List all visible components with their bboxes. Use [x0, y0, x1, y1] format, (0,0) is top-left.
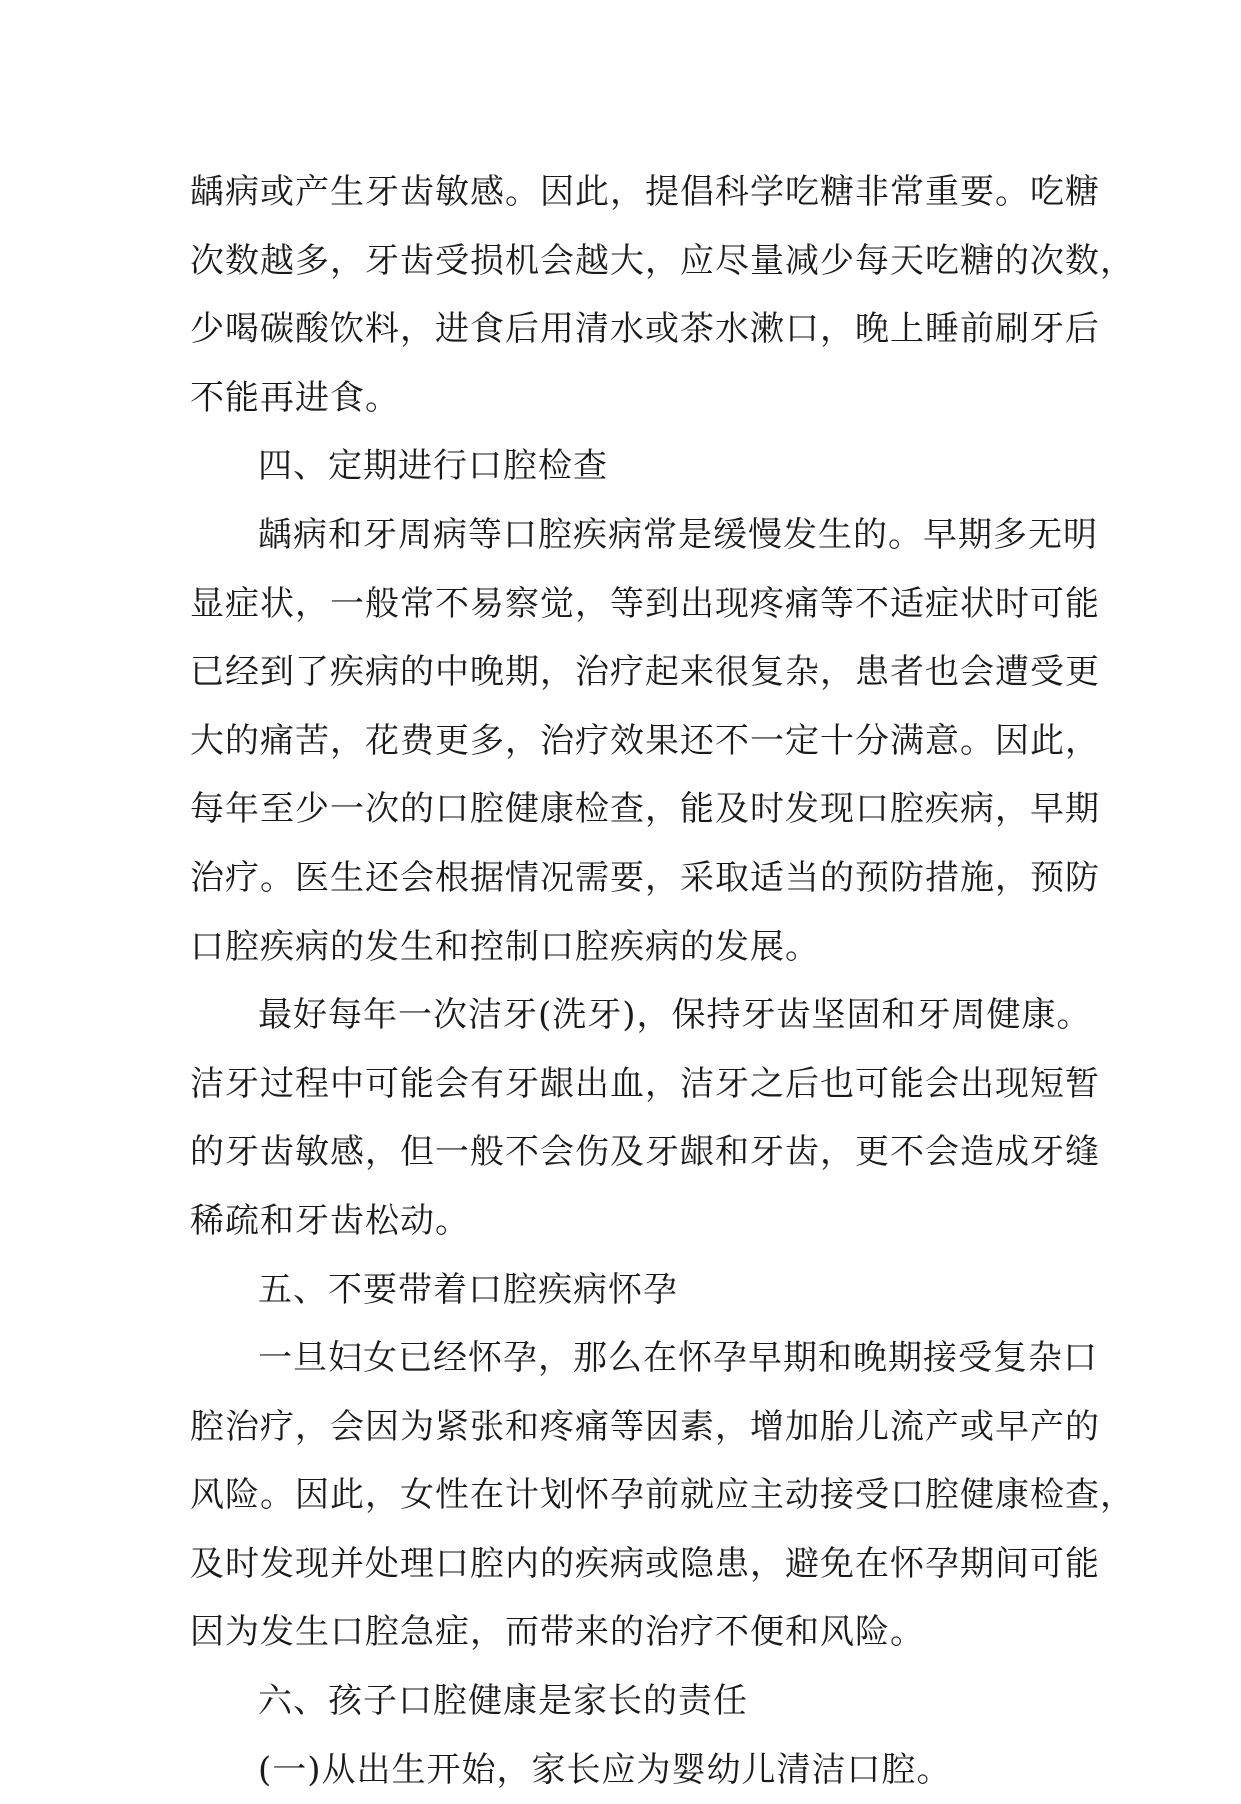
text-line: 显症状，一般常不易察觉，等到出现疼痛等不适症状时可能 [190, 583, 1100, 624]
text-line: 少喝碳酸饮料，进食后用清水或茶水漱口，晚上睡前刷牙后 [190, 309, 1100, 350]
text-line: 一旦妇女已经怀孕，那么在怀孕早期和晚期接受复杂口 [258, 1338, 1098, 1379]
text-line: 洁牙过程中可能会有牙龈出血，洁牙之后也可能会出现短暂 [190, 1063, 1100, 1104]
text-line: (一)从出生开始，家长应为婴幼儿清洁口腔。 [258, 1749, 952, 1790]
text-line: 龋病和牙周病等口腔疾病常是缓慢发生的。早期多无明 [258, 514, 1098, 555]
text-line: 四、定期进行口腔检查 [258, 446, 608, 487]
text-line: 每年至少一次的口腔健康检查，能及时发现口腔疾病，早期 [190, 789, 1100, 830]
text-line: 已经到了疾病的中晚期，治疗起来很复杂，患者也会遭受更 [190, 652, 1100, 693]
text-line: 五、不要带着口腔疾病怀孕 [258, 1269, 678, 1310]
text-line: 大的痛苦，花费更多，治疗效果还不一定十分满意。因此， [190, 720, 1100, 761]
text-line: 风险。因此，女性在计划怀孕前就应主动接受口腔健康检查， [190, 1475, 1135, 1516]
document-body [190, 158, 1135, 1804]
text-line: 稀疏和牙齿松动。 [190, 1200, 470, 1241]
text-line: 腔治疗，会因为紧张和疼痛等因素，增加胎儿流产或早产的 [190, 1406, 1100, 1447]
text-line: 口腔疾病的发生和控制口腔疾病的发展。 [190, 926, 820, 967]
text-line: 治疗。医生还会根据情况需要，采取适当的预防措施，预防 [190, 857, 1100, 898]
text-line: 及时发现并处理口腔内的疾病或隐患，避免在怀孕期间可能 [190, 1543, 1100, 1584]
text-line: 因为发生口腔急症，而带来的治疗不便和风险。 [190, 1612, 925, 1653]
text-line: 的牙齿敏感，但一般不会伤及牙龈和牙齿，更不会造成牙缝 [190, 1132, 1100, 1173]
text-line: 龋病或产生牙齿敏感。因此，提倡科学吃糖非常重要。吃糖 [190, 172, 1100, 212]
text-line: 最好每年一次洁牙(洗牙)，保持牙齿坚固和牙周健康。 [258, 995, 1092, 1036]
text-line: 六、孩子口腔健康是家长的责任 [258, 1681, 748, 1722]
text-line: 不能再进食。 [190, 377, 400, 418]
text-line: 次数越多，牙齿受损机会越大，应尽量减少每天吃糖的次数， [190, 240, 1135, 281]
